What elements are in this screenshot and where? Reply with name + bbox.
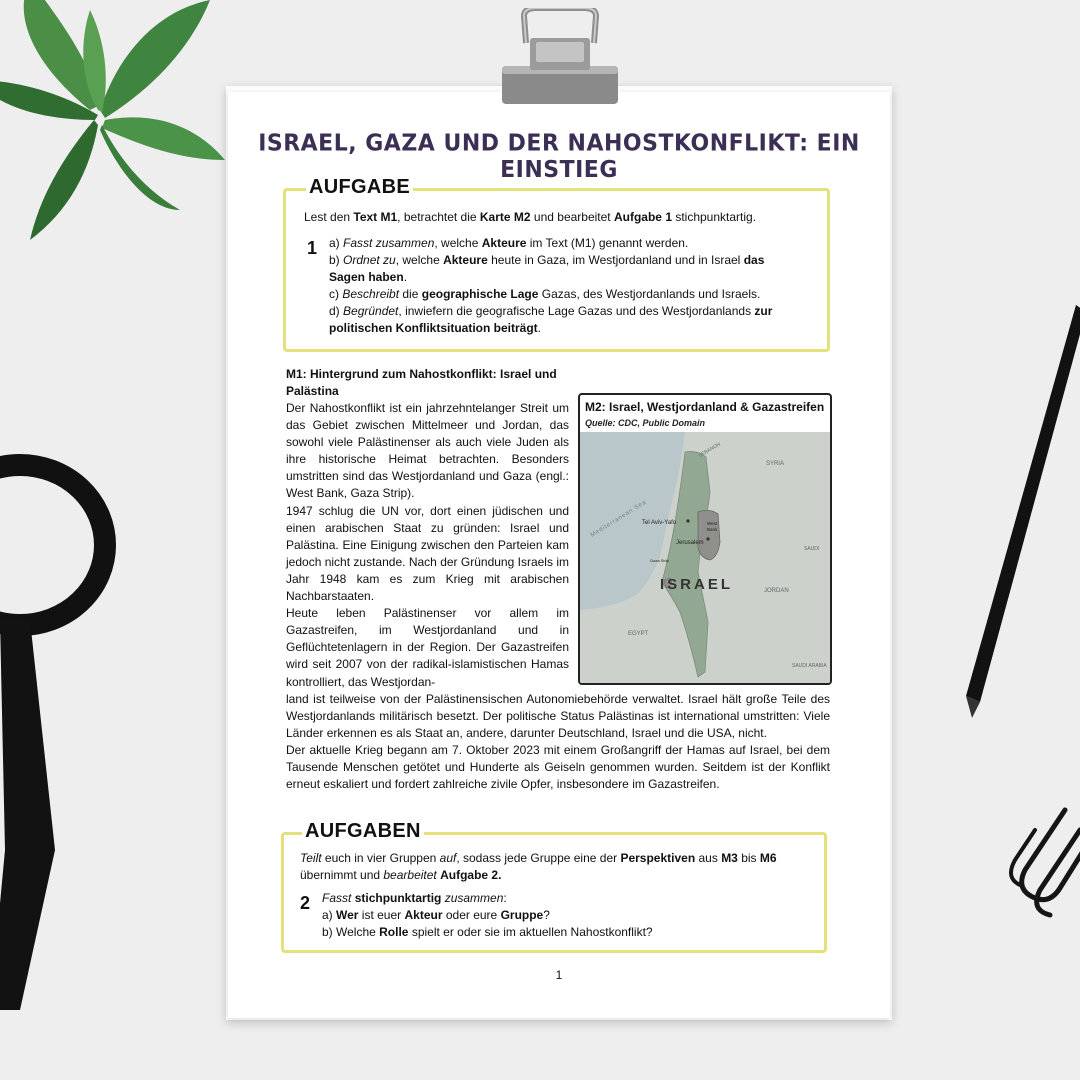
label-egypt: EGYPT [628,631,649,637]
task-item: a) Fasst zusammen, welche Akteure im Text (M1) genannt werden. [329,236,689,250]
paper-clips [1005,790,1080,920]
page-title: ISRAEL, GAZA UND DER NAHOSTKONFLIKT: EIN EINSTIEG [258,130,860,184]
task-items-1 [329,235,789,337]
scissors [0,430,160,1030]
paragraph: land ist teilweise von der Palästinensischen Autonomiebehörde verwaltet. Israel hält große Teile des Westjordanlands militärisch besetzt. Der politische Status Palästinas ist international umstritten: Viele Länder erkennen es als Staat an, andere, darunter Deutschland, Israel und die USA, nicht. [286,692,830,741]
m1-text-full [286,691,830,794]
map-west-bank [698,510,720,560]
label-syria: SYRIA [766,461,785,467]
label-gaza: Gaza Strip [650,558,669,563]
task-item: b) Welche Rolle spielt er oder sie im aktuellen Nahostkonflikt? [322,925,653,939]
page-number: 1 [555,968,563,982]
task-items-2 [322,890,802,941]
succulent-plant [0,0,230,270]
label-jerusalem: Jerusalem [676,540,704,546]
task-intro-1: Lest den Text M1, betrachtet die Karte M2 und bearbeitet Aufgabe 1 stichpunktartig. [304,210,757,224]
label-tel-aviv: Tel Aviv-Yafo [642,520,677,526]
binder-clip [496,8,624,108]
paragraph: Der Nahostkonflikt ist ein jahrzehntelanger Streit um das Gebiet zwischen Mittelmeer und Jordan, das sowohl viele Palästinenser als auch viele Juden als ihre historische Heimat betrachten. Besonders umstritten sind das Westjordanland und Gaza (engl.: West Bank, Gaza Strip). [286,401,569,501]
m2-title: M2: Israel, Westjordanland & Gazastreifen [585,400,825,414]
label-sea: Mediterranean Sea [589,499,648,539]
paragraph: 1947 schlug die UN vor, dort einen jüdischen und einen arabischen Staat zu gründen: Israel und Palästina. Eine Einigung zwischen den Parteien kam jedoch nicht zustande. Nach der Gründung Israels im Jahr 1948 kam es zum Krieg mit arabischen Nachbarstaaten. [286,503,569,604]
task-intro-2: Teilt euch in vier Gruppen auf, sodass jede Gruppe eine der Perspektiven aus M3 bis M6 übernimmt und bearbeitet Aufgabe 2. [300,851,777,882]
task-label-2: AUFGABEN [302,820,424,843]
task-item: b) Ordnet zu, welche Akteure heute in Gaza, im Westjordanland und in Israel das Sagen haben. [329,253,765,284]
label-israel: ISRAEL [660,576,734,593]
israel-map [580,432,830,683]
pen [958,300,1080,720]
label-saudi: SAUDI [804,546,820,552]
m2-source: Quelle: CDC, Public Domain [585,418,706,428]
task-number-2: 2 [300,893,311,913]
paragraph: Heute leben Palästinenser vor allem im Gazastreifen, im Westjordanland und in Geflüchtetenlagern in der Region. Der Gazastreifen wird seit 2007 von der radikal-islamistischen Hamas kontrolliert, das Westjordan- [286,606,569,689]
m1-title: M1: Hintergrund zum Nahostkonflikt: Israel und Palästina [286,367,557,398]
worksheet-page [228,92,890,1018]
m2-map-box [578,393,832,685]
label-west: West [707,521,718,526]
task-item: d) Begründet, inwiefern die geografische Lage Gazas und des Westjordanlands zur politischen Konfliktsituation beiträgt. [329,304,773,335]
label-jordan: JORDAN [764,588,789,594]
paragraph: Der aktuelle Krieg begann am 7. Oktober 2023 mit einem Großangriff der Hamas auf Israel, bei dem Tausende Menschen getötet und Hunderte als Geiseln genommen wurden. Seitdem ist der Konflikt erneut eskaliert und fordert zahlreiche zivile Opfer, insbesondere im Gazastreifen. [286,743,830,792]
label-lebanon: LEBANON [698,441,722,459]
task-label-1: AUFGABE [306,176,413,199]
task-number-1: 1 [307,238,318,258]
label-bank: Bank [707,527,718,532]
task-item: c) Beschreibt die geographische Lage Gazas, des Westjordanlands und Israels. [329,287,761,301]
m1-text-column [286,400,569,691]
task-item: Fasst stichpunktartig zusammen: [322,891,507,905]
task-item: a) Wer ist euer Akteur oder eure Gruppe? [322,908,550,922]
label-saudi-arabia: SAUDI ARABIA [792,663,827,669]
